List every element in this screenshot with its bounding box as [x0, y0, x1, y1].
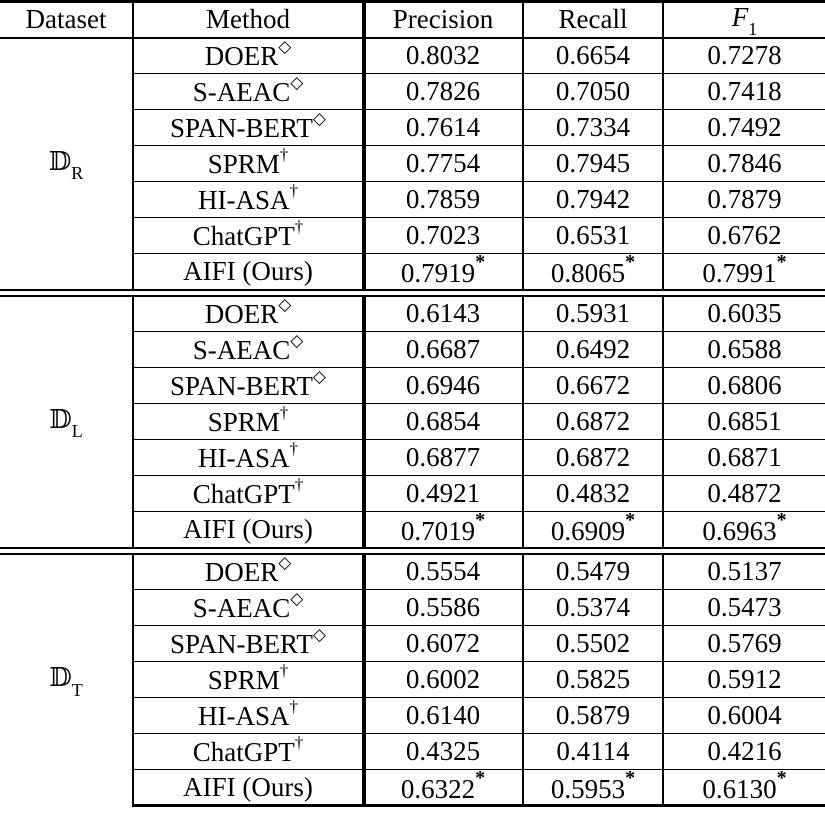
f1-number: 0.6035 — [707, 298, 782, 329]
method-label: ChatGPT — [192, 737, 295, 767]
dataset-symbol: 𝔻 — [49, 404, 72, 435]
method-marker: ◇ — [312, 625, 326, 644]
method-name — [133, 296, 363, 332]
precision-number: 0.7019 — [400, 515, 476, 546]
significance-marker: * — [776, 250, 787, 273]
recall-number: 0.5479 — [555, 556, 631, 587]
method-name — [133, 698, 363, 734]
method-label: HI-ASA — [198, 185, 290, 215]
method-marker: ◇ — [290, 331, 304, 350]
method-marker: † — [279, 145, 289, 164]
precision-value — [363, 110, 523, 146]
method-marker: † — [294, 217, 304, 236]
recall-number: 0.6492 — [555, 334, 631, 364]
f1-number: 0.5769 — [707, 628, 782, 658]
f1-number: 0.7879 — [707, 184, 782, 214]
precision-value — [363, 332, 523, 368]
f1-value — [663, 368, 825, 404]
significance-marker: * — [625, 250, 636, 273]
recall-number: 0.5879 — [555, 700, 631, 730]
precision-value — [363, 38, 523, 74]
dataset-subscript: L — [71, 421, 83, 442]
dataset-label-l — [0, 296, 133, 548]
recall-value — [523, 662, 663, 698]
recall-value — [523, 146, 663, 182]
method-marker: † — [294, 475, 304, 494]
method-marker: ◇ — [290, 73, 304, 92]
f1-value — [663, 404, 825, 440]
column-header-dataset: Dataset — [0, 2, 133, 38]
recall-value — [523, 74, 663, 110]
recall-value — [523, 368, 663, 404]
recall-number: 0.8065 — [550, 257, 626, 288]
significance-marker: * — [776, 508, 787, 531]
table-body — [0, 38, 825, 806]
method-label: AIFI (Ours) — [183, 513, 313, 544]
column-header-method: Method — [133, 2, 363, 38]
recall-number: 0.6872 — [555, 442, 631, 472]
recall-value — [523, 766, 663, 806]
precision-number: 0.5586 — [405, 592, 481, 622]
recall-value — [523, 110, 663, 146]
precision-number: 0.6877 — [405, 442, 481, 472]
column-header-f1 — [663, 2, 825, 38]
method-name — [133, 770, 363, 806]
method-label: ChatGPT — [192, 479, 295, 509]
dataset-label-t — [0, 554, 133, 806]
precision-number: 0.7614 — [405, 112, 481, 142]
f1-value — [663, 110, 825, 146]
method-name — [133, 110, 363, 146]
recall-number: 0.7050 — [555, 76, 631, 106]
recall-value — [523, 590, 663, 626]
f1-number: 0.7846 — [707, 148, 782, 178]
table-row — [0, 554, 825, 590]
f1-value — [663, 508, 825, 548]
precision-value — [363, 508, 523, 548]
significance-marker: * — [475, 508, 486, 531]
precision-value — [363, 698, 523, 734]
recall-value — [523, 476, 663, 512]
method-name — [133, 218, 363, 254]
f1-value — [663, 626, 825, 662]
f1-number: 0.4872 — [707, 478, 782, 508]
method-label: SPRM — [207, 149, 280, 179]
recall-number: 0.4114 — [556, 736, 630, 766]
method-marker: ◇ — [278, 295, 292, 315]
method-name — [133, 590, 363, 626]
method-marker: † — [279, 661, 289, 680]
method-name — [133, 476, 363, 512]
f1-value — [663, 250, 825, 290]
precision-value — [363, 146, 523, 182]
recall-number: 0.6872 — [555, 406, 631, 436]
dataset-subscript: T — [71, 679, 83, 700]
method-name — [133, 74, 363, 110]
f1-number: 0.6851 — [707, 406, 782, 436]
f1-number: 0.6963 — [702, 515, 777, 546]
significance-marker: * — [625, 508, 636, 531]
precision-number: 0.6687 — [405, 334, 481, 364]
precision-number: 0.4921 — [405, 478, 481, 508]
method-marker: ◇ — [278, 553, 292, 573]
dataset-label-r — [0, 38, 133, 290]
f1-subscript: 1 — [748, 19, 758, 40]
recall-number: 0.5953 — [550, 773, 626, 804]
f1-value — [663, 476, 825, 512]
method-name — [133, 440, 363, 476]
method-label: AIFI (Ours) — [183, 255, 313, 286]
column-header-recall: Recall — [523, 2, 663, 38]
f1-value — [663, 38, 825, 74]
method-label: SPAN-BERT — [169, 371, 313, 401]
f1-value — [663, 218, 825, 254]
recall-value — [523, 626, 663, 662]
method-name — [133, 332, 363, 368]
precision-number: 0.6002 — [405, 664, 481, 694]
precision-value — [363, 250, 523, 290]
method-marker: ◇ — [312, 367, 326, 386]
method-marker: ◇ — [290, 589, 304, 608]
f1-number: 0.5912 — [707, 664, 782, 694]
recall-number: 0.6654 — [555, 40, 631, 71]
significance-marker: * — [475, 766, 486, 789]
f1-number: 0.5137 — [707, 556, 782, 587]
f1-number: 0.7991 — [702, 257, 777, 288]
precision-number: 0.6143 — [405, 298, 481, 329]
precision-value — [363, 404, 523, 440]
table-header — [0, 2, 825, 38]
precision-number: 0.7826 — [405, 76, 481, 106]
recall-number: 0.5825 — [555, 664, 631, 694]
header-row — [0, 2, 825, 38]
method-marker: ◇ — [312, 109, 326, 128]
method-label: S-AEAC — [192, 77, 291, 107]
method-label: HI-ASA — [198, 701, 290, 731]
dataset-symbol: 𝔻 — [49, 663, 72, 694]
significance-marker: * — [776, 766, 787, 789]
recall-value — [523, 38, 663, 74]
precision-number: 0.4325 — [405, 736, 481, 766]
f1-value — [663, 332, 825, 368]
recall-value — [523, 698, 663, 734]
f1-value — [663, 74, 825, 110]
f1-value — [663, 296, 825, 332]
method-label: DOER — [204, 557, 279, 588]
precision-value — [363, 74, 523, 110]
method-name — [133, 512, 363, 548]
method-label: SPRM — [207, 407, 280, 437]
recall-value — [523, 734, 663, 770]
precision-value — [363, 476, 523, 512]
significance-marker: * — [475, 250, 486, 273]
method-name — [133, 662, 363, 698]
f1-number: 0.7492 — [707, 112, 782, 142]
recall-number: 0.5931 — [555, 298, 631, 329]
precision-value — [363, 368, 523, 404]
recall-number: 0.7942 — [555, 184, 631, 214]
precision-value — [363, 590, 523, 626]
f1-value — [663, 440, 825, 476]
method-name — [133, 368, 363, 404]
precision-value — [363, 626, 523, 662]
method-label: S-AEAC — [192, 335, 291, 365]
recall-value — [523, 332, 663, 368]
recall-number: 0.5374 — [555, 592, 631, 622]
f1-number: 0.5473 — [707, 592, 782, 622]
precision-number: 0.7919 — [400, 257, 476, 288]
precision-value — [363, 734, 523, 770]
f1-number: 0.4216 — [707, 736, 782, 766]
recall-number: 0.6531 — [555, 220, 631, 250]
column-header-precision: Precision — [363, 2, 523, 38]
method-name — [133, 182, 363, 218]
precision-value — [363, 440, 523, 476]
method-label: SPRM — [207, 665, 280, 695]
f1-value — [663, 554, 825, 590]
method-name — [133, 404, 363, 440]
f1-number: 0.6806 — [707, 370, 782, 400]
recall-value — [523, 404, 663, 440]
table-row — [0, 296, 825, 332]
method-label: SPAN-BERT — [169, 629, 313, 659]
recall-number: 0.5502 — [555, 628, 631, 658]
precision-number: 0.6854 — [405, 406, 481, 436]
method-marker: † — [279, 403, 289, 422]
method-marker: ◇ — [278, 37, 292, 57]
recall-value — [523, 182, 663, 218]
method-name — [133, 254, 363, 290]
f1-number: 0.7278 — [707, 40, 782, 71]
recall-value — [523, 440, 663, 476]
dataset-subscript: R — [71, 163, 84, 184]
recall-number: 0.6909 — [550, 515, 626, 546]
method-label: AIFI (Ours) — [183, 771, 313, 802]
method-label: SPAN-BERT — [169, 113, 313, 143]
method-marker: † — [289, 697, 298, 716]
f1-number: 0.6762 — [707, 220, 782, 250]
precision-number: 0.6140 — [405, 700, 481, 730]
f1-value — [663, 146, 825, 182]
precision-number: 0.5554 — [405, 556, 481, 587]
recall-number: 0.6672 — [555, 370, 631, 400]
recall-value — [523, 554, 663, 590]
precision-value — [363, 218, 523, 254]
precision-value — [363, 662, 523, 698]
recall-value — [523, 296, 663, 332]
precision-number: 0.6322 — [400, 773, 476, 804]
method-name — [133, 734, 363, 770]
f1-number: 0.6130 — [702, 773, 777, 804]
f1-value — [663, 182, 825, 218]
f1-value — [663, 734, 825, 770]
precision-number: 0.6072 — [405, 628, 481, 658]
table-row — [0, 38, 825, 74]
precision-number: 0.7023 — [405, 220, 481, 250]
method-name — [133, 626, 363, 662]
precision-number: 0.7754 — [405, 148, 481, 178]
f1-number: 0.6004 — [707, 700, 782, 730]
method-label: ChatGPT — [192, 221, 295, 251]
method-marker: † — [289, 181, 298, 200]
method-marker: † — [294, 733, 304, 752]
precision-number: 0.8032 — [405, 40, 481, 71]
method-name — [133, 554, 363, 590]
significance-marker: * — [625, 766, 636, 789]
method-label: HI-ASA — [198, 443, 290, 473]
f1-symbol: F — [731, 2, 749, 33]
precision-value — [363, 296, 523, 332]
method-label: DOER — [204, 299, 279, 330]
recall-value — [523, 218, 663, 254]
dataset-symbol: 𝔻 — [48, 146, 72, 177]
recall-number: 0.4832 — [555, 478, 631, 508]
precision-value — [363, 554, 523, 590]
precision-number: 0.6946 — [405, 370, 481, 400]
f1-number: 0.6871 — [707, 442, 782, 472]
method-name — [133, 38, 363, 74]
recall-value — [523, 250, 663, 290]
method-label: S-AEAC — [192, 593, 291, 623]
method-label: DOER — [204, 41, 279, 72]
precision-number: 0.7859 — [405, 184, 481, 214]
f1-value — [663, 662, 825, 698]
f1-value — [663, 698, 825, 734]
precision-value — [363, 766, 523, 806]
f1-value — [663, 766, 825, 806]
method-name — [133, 146, 363, 182]
recall-number: 0.7945 — [555, 148, 631, 178]
recall-number: 0.7334 — [555, 112, 631, 142]
precision-value — [363, 182, 523, 218]
f1-number: 0.6588 — [707, 334, 782, 364]
f1-value — [663, 590, 825, 626]
method-marker: † — [289, 439, 298, 458]
f1-number: 0.7418 — [707, 76, 782, 106]
recall-value — [523, 508, 663, 548]
